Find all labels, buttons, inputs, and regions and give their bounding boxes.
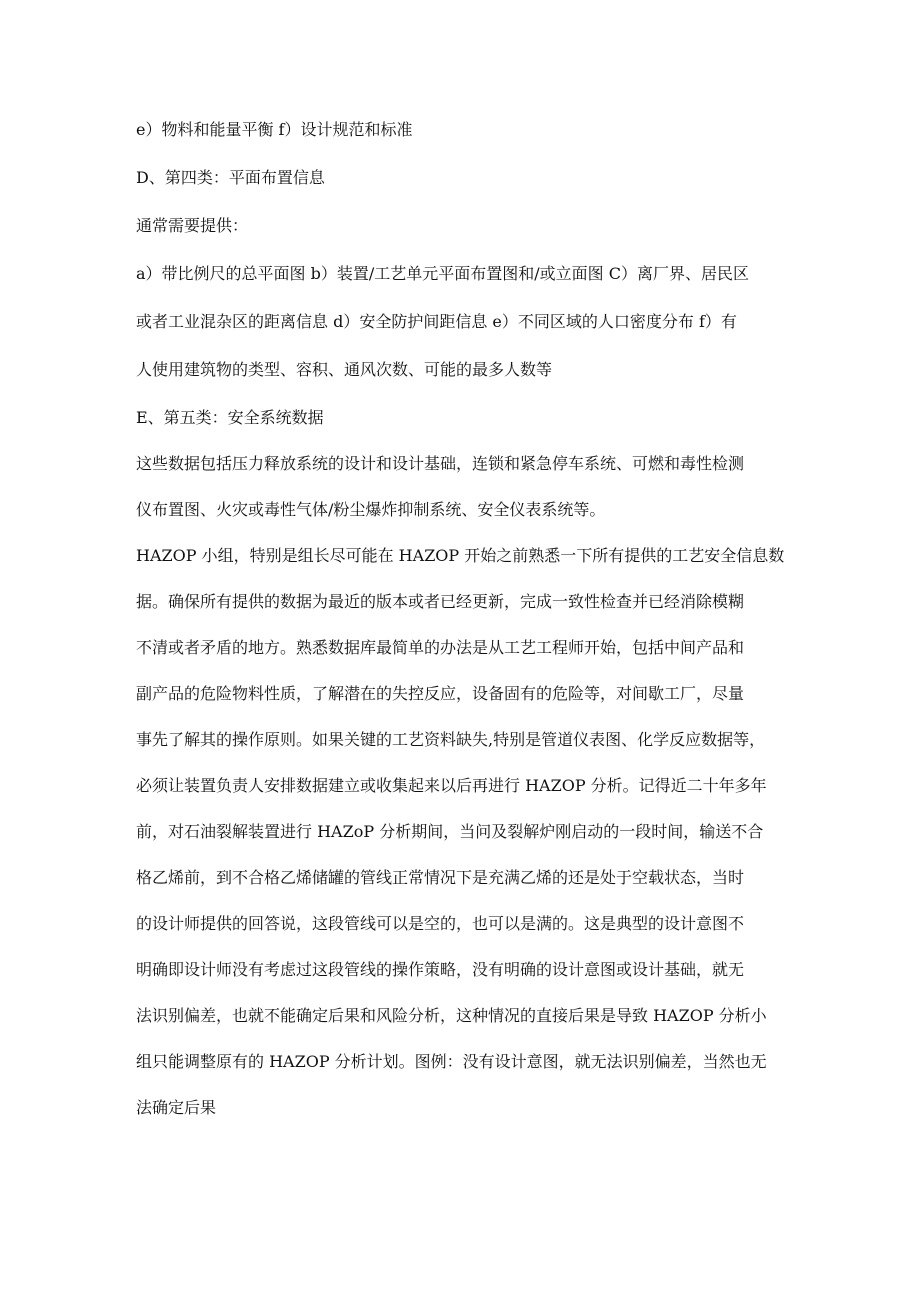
text-line-layout-list-3: 人使用建筑物的类型、容积、通风次数、可能的最多人数等 [136, 360, 553, 379]
document-body [136, 118, 786, 1120]
text-line-hazop-9: 的设计师提供的回答说，这段管线可以是空的，也可以是满的。这是典型的设计意图不 [136, 914, 745, 933]
text-line-hazop-7: 前，对石油裂解装置进行 HAZoP 分析期间，当问及裂解炉刚启动的一段时间，输送不合 [136, 822, 764, 841]
text-line-hazop-12: 组只能调整原有的 HAZOP 分析计划。图例：没有设计意图，就无法识别偏差，当然也无 [136, 1052, 767, 1071]
text-line-layout-list-1: a）带比例尺的总平面图 b）装置/工艺单元平面布置图和/或立面图 C）离厂界、居民区 [136, 264, 749, 283]
text-line-safety-data-2: 仪布置图、火灾或毒性气体/粉尘爆炸抑制系统、安全仪表系统等。 [136, 500, 606, 519]
text-line-hazop-6: 必须让装置负责人安排数据建立或收集起来以后再进行 HAZOP 分析。记得近二十年多年 [136, 776, 767, 795]
text-line-hazop-4: 副产品的危险物料性质，了解潜在的失控反应，设备固有的危险等，对间歇工厂，尽量 [136, 684, 745, 703]
text-line-hazop-8: 格乙烯前，到不合格乙烯储罐的管线正常情况下是充满乙烯的还是处于空载状态，当时 [136, 868, 745, 887]
text-line-hazop-2: 据。确保所有提供的数据为最近的版本或者已经更新，完成一致性检查并已经消除模糊 [136, 592, 745, 611]
text-line-hazop-10: 明确即设计师没有考虑过这段管线的操作策略，没有明确的设计意图或设计基础，就无 [136, 960, 745, 979]
text-line-safety-data-1: 这些数据包括压力释放系统的设计和设计基础，连锁和紧急停车系统、可燃和毒性检测 [136, 454, 745, 473]
text-line-usually-provide: 通常需要提供： [136, 216, 249, 235]
section-heading-layout-info: D、第四类：平面布置信息 [136, 168, 325, 187]
text-line-hazop-11: 法识别偏差，也就不能确定后果和风险分析，这种情况的直接后果是导致 HAZOP 分析小 [136, 1006, 767, 1025]
text-line-hazop-5: 事先了解其的操作原则。如果关键的工艺资料缺失,特别是管道仪表图、化学反应数据等， [136, 730, 766, 749]
text-line-hazop-13: 法确定后果 [136, 1098, 217, 1117]
text-line-hazop-3: 不清或者矛盾的地方。熟悉数据库最简单的办法是从工艺工程师开始，包括中间产品和 [136, 638, 745, 657]
text-line-layout-list-2: 或者工业混杂区的距离信息 d）安全防护间距信息 e）不同区域的人口密度分布 f）有 [136, 312, 737, 331]
text-line-hazop-1: HAZOP 小组，特别是组长尽可能在 HAZOP 开始之前熟悉一下所有提供的工艺安全信息数 [136, 546, 785, 565]
section-heading-safety-systems: E、第五类：安全系统数据 [136, 408, 324, 427]
text-line-materials-energy: e）物料和能量平衡 f）设计规范和标准 [136, 120, 413, 139]
